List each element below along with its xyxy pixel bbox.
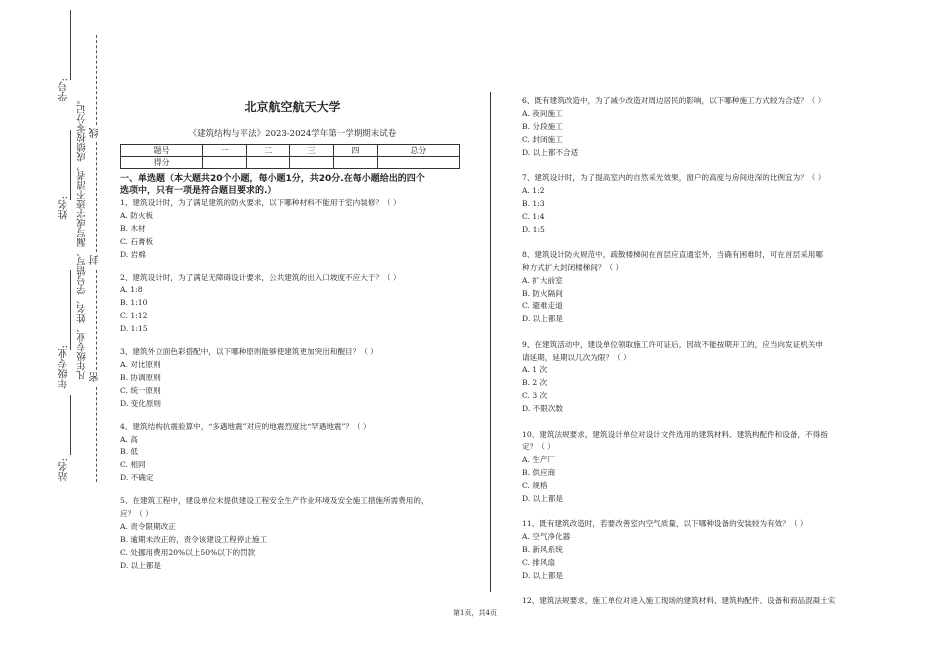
question [522, 172, 867, 237]
student-id-label: 学号: [59, 78, 70, 102]
question-stem: 请延期，延期以几次为限？（ ） [522, 352, 631, 362]
question [120, 272, 465, 337]
exam-title: 《建筑结构与平法》2023-2024学年第一学期期末试卷 [188, 129, 397, 139]
name-line [70, 130, 71, 200]
right-column [522, 95, 867, 608]
question [120, 197, 465, 262]
question-stem: 11、既有建筑改造时，若要改善室内空气质量，以下哪种设备的安装较为有效？（ ） [522, 519, 808, 529]
answer-option: A. 高 [120, 434, 138, 444]
score-cell: 三 [290, 145, 334, 157]
answer-option: D. 岩棉 [120, 249, 146, 259]
binding-margin [0, 0, 110, 672]
answer-option: C. 1:12 [120, 311, 148, 321]
answer-option: D. 不限次数 [522, 404, 564, 414]
answer-option: D. 以上都不合适 [522, 147, 579, 157]
score-cell [203, 157, 247, 169]
question [522, 95, 867, 160]
score-table [120, 144, 460, 169]
student-id-line [70, 10, 71, 80]
answer-option: A. 1 次 [522, 365, 548, 375]
answer-option: A. 防火板 [120, 210, 154, 220]
question-stem: 7、建筑设计时，为了提高室内的自然采光效果，窗户的高度与房间进深的比例宜为？（ ） [522, 172, 826, 182]
score-table-score-row [121, 157, 460, 169]
score-cell: 四 [334, 145, 378, 157]
answer-option: A. 1:2 [522, 185, 545, 195]
seal-mark: 封 [90, 255, 101, 265]
question-list [522, 95, 867, 608]
question [522, 595, 867, 608]
answer-option: B. 协调原则 [120, 372, 161, 382]
score-cell [377, 157, 459, 169]
question-stem: 3、建筑外立面色彩搭配中，以下哪种原则能够使建筑更加突出和醒目？（ ） [120, 347, 378, 357]
answer-option: C. 1:4 [522, 211, 545, 221]
answer-option: B. 供应商 [522, 468, 556, 478]
grade-label: 年级专业: [59, 345, 70, 389]
question [120, 346, 465, 411]
question-stem: 1、建筑设计时，为了满足建筑的防火要求，以下哪种材料不能用于室内装修？（ ） [120, 198, 401, 207]
question-stem: 定？（ ） [522, 442, 555, 452]
answer-option: B. 1:10 [120, 298, 148, 308]
answer-option: B. 防火隔间 [522, 288, 563, 298]
answer-option: B. 1:3 [522, 198, 545, 208]
question [120, 495, 465, 572]
answer-option: D. 变化原则 [120, 398, 162, 408]
answer-option: C. 3 次 [522, 391, 548, 401]
answer-option: C. 封闭施工 [522, 134, 563, 144]
answer-option: D. 以上都是 [522, 314, 564, 324]
question-stem: 4、建筑结构抗震验算中，“多遇地震”对应的地震烈度比“罕遇地震”？（ ） [120, 421, 371, 431]
section-heading-line: 选项中，只有一项是符合题目要求的.） [120, 186, 277, 196]
answer-option: B. 2 次 [522, 378, 548, 388]
score-cell: 题号 [121, 145, 203, 157]
section-heading-line: 一、单选题（本大题共20个小题，每小题1分，共20分.在每小题给出的四个 [120, 174, 425, 184]
question-stem: 9、在建筑活动中，建设单位领取施工许可证后，因故不能按期开工的，应当向发证机关申 [522, 339, 823, 349]
school-line [70, 395, 71, 455]
question-stem: 5、在建筑工程中，建设单位未提供建设工程安全生产作业环境及安全施工措施所需费用的， [120, 496, 429, 506]
line-mark: 线 [90, 128, 101, 138]
question-stem: 8、建筑设计防火规范中，疏散楼梯间在首层应直通室外，当确有困难时，可在首层采用哪 [522, 249, 823, 259]
answer-option: B. 逾期未改正的，责令该建设工程停止施工 [120, 534, 268, 544]
dense-mark: 密 [90, 372, 101, 382]
answer-option: B. 分段施工 [522, 121, 563, 131]
dashed-line [96, 142, 97, 252]
answer-option: A. 1:8 [120, 285, 143, 295]
answer-option: C. 石膏板 [120, 236, 154, 246]
score-cell: 一 [203, 145, 247, 157]
answer-option: A. 空气净化器 [522, 532, 571, 542]
answer-option: A. 生产厂 [522, 455, 556, 465]
dashed-line [96, 270, 97, 370]
school-label: 站名: [59, 458, 70, 482]
column-divider [490, 92, 491, 592]
answer-option: B. 木材 [120, 223, 146, 233]
answer-option: D. 以上都是 [120, 560, 162, 570]
margin-warning: 凡年级专业、姓名、学号错写、漏写或字迹不清者，成绩按零分记。 [77, 95, 88, 380]
dashed-line [96, 387, 97, 482]
score-cell [334, 157, 378, 169]
question [522, 339, 867, 416]
answer-option: B. 新风系统 [522, 545, 563, 555]
answer-option: D. 以上都是 [522, 494, 564, 504]
question-stem: 12、建筑法规要求，施工单位对进入施工现场的建筑材料、建筑构配件、设备和商品混凝土实 [522, 596, 836, 606]
answer-option: C. 规格 [522, 481, 548, 491]
answer-option: D. 以上都是 [522, 570, 564, 580]
score-cell: 二 [246, 145, 290, 157]
dashed-line [96, 35, 97, 125]
name-label: 姓名: [59, 196, 70, 220]
question-stem: 应？（ ） [120, 509, 153, 519]
answer-option: D. 1:15 [120, 324, 148, 334]
answer-option: C. 避难走道 [522, 301, 563, 311]
score-cell: 得分 [121, 157, 203, 169]
question [522, 429, 867, 506]
question [522, 518, 867, 583]
answer-option: C. 处挪用费用20%以上50%以下的罚款 [120, 547, 256, 557]
question-stem: 种方式扩大封闭楼梯间？（ ） [522, 262, 624, 272]
answer-option: C. 统一原则 [120, 385, 161, 395]
answer-option: C. 排风扇 [522, 558, 556, 568]
answer-option: A. 对比原则 [120, 359, 161, 369]
left-column [120, 95, 465, 573]
answer-option: C. 相同 [120, 460, 146, 470]
score-cell: 总分 [377, 145, 459, 157]
answer-option: A. 扩大前室 [522, 275, 563, 285]
question-stem: 6、既有建筑改造中，为了减少改造对周边居民的影响，以下哪种施工方式较为合适？（ ） [522, 96, 826, 105]
question-list [120, 197, 465, 573]
score-table-header-row [121, 145, 460, 157]
answer-option: D. 不确定 [120, 473, 154, 483]
question-stem: 10、建筑法规要求，建筑设计单位对设计文件选用的建筑材料、建筑构配件和设备，不得指 [522, 429, 828, 439]
grade-line [70, 270, 71, 350]
answer-option: B. 低 [120, 447, 139, 457]
school-title: 北京航空航天大学 [244, 100, 341, 114]
answer-option: A. 责令限期改正 [120, 521, 176, 531]
section-heading [120, 173, 465, 197]
score-cell [290, 157, 334, 169]
answer-option: A. 夜间施工 [522, 108, 563, 118]
question [522, 249, 867, 326]
question-stem: 2、建筑设计时，为了满足无障碍设计要求，公共建筑的出入口坡度不应大于？（ ） [120, 272, 401, 282]
answer-option: D. 1:5 [522, 224, 545, 234]
question [120, 421, 465, 486]
page-footer: 第1页，共4页 [453, 609, 497, 617]
score-cell [246, 157, 290, 169]
